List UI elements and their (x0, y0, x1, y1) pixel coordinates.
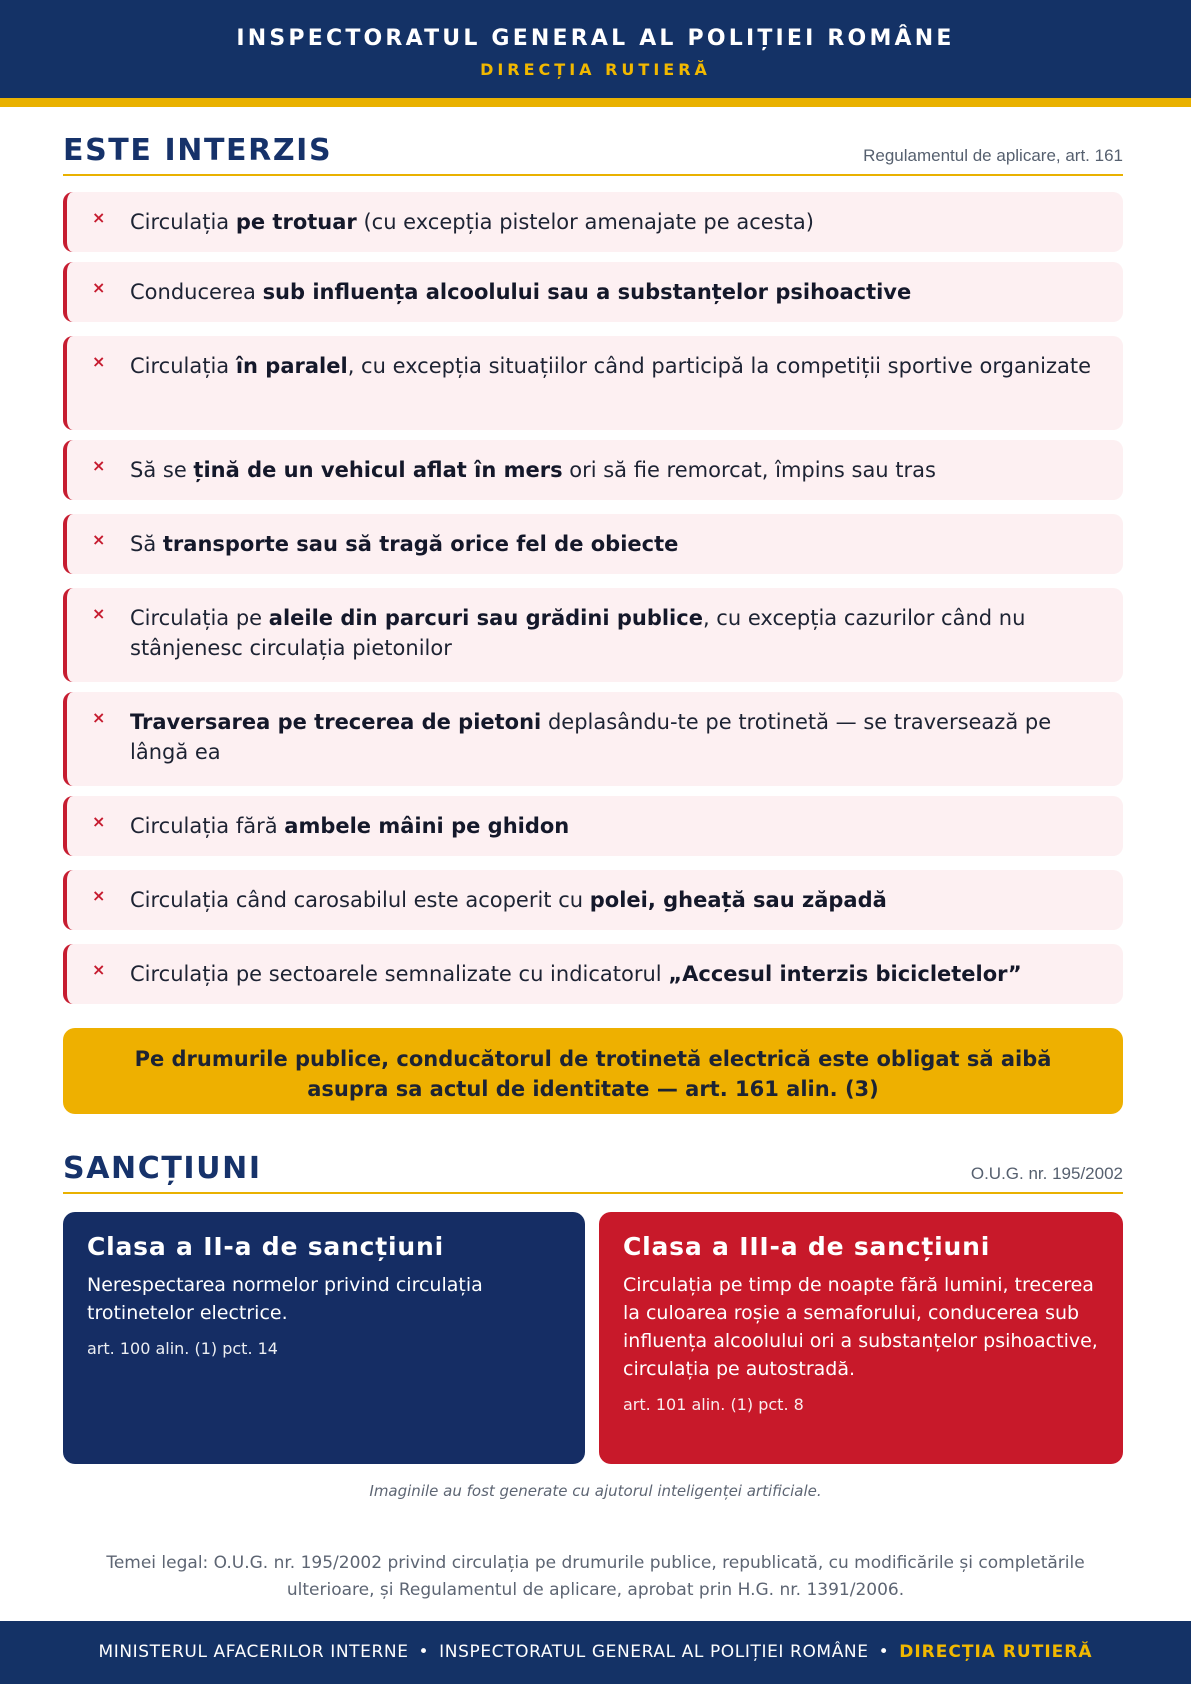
legal-basis (70, 1550, 1121, 1604)
cross-icon: × (92, 208, 106, 227)
plain-text: Să (130, 532, 163, 556)
cross-icon: × (92, 812, 106, 831)
prohibited-item-text (130, 351, 1093, 381)
header-subtitle: DIRECȚIA RUTIERĂ (480, 60, 711, 79)
legal-line-2: ulterioare, și Regulamentul de aplicare, aprobat prin H.G. nr. 1391/2006. (286, 1580, 905, 1600)
ai-disclaimer: Imaginile au fost generate cu ajutorul inteligenței artificiale. (369, 1482, 822, 1500)
prohibited-item (63, 514, 1123, 574)
prohibited-item (63, 692, 1123, 786)
emphasis-text: țină de un vehicul aflat în mers (193, 458, 563, 482)
plain-text: Circulația (130, 354, 236, 378)
prohibited-item (63, 588, 1123, 682)
prohibited-item (63, 192, 1123, 252)
prohibited-item (63, 944, 1123, 1004)
class-2-reference: art. 100 alin. (1) pct. 14 (87, 1339, 278, 1358)
plain-text: (cu excepția pistelor amenajate pe acesta) (356, 210, 814, 234)
cross-icon: × (92, 456, 106, 475)
plain-text: Circulația pe sectoarele semnalizate cu indicatorul (130, 962, 669, 986)
prohibited-item-text (130, 529, 1093, 559)
prohibited-item-text (130, 207, 1093, 237)
sanction-class-3-card (599, 1212, 1123, 1464)
plain-text: Conducerea (130, 280, 263, 304)
page-header (0, 0, 1191, 98)
prohibited-item (63, 262, 1123, 322)
plain-text: Circulația fără (130, 814, 285, 838)
cross-icon: × (92, 278, 106, 297)
sanction-class-2-card (63, 1212, 585, 1464)
emphasis-text: transporte sau să tragă orice fel de obiecte (162, 532, 679, 556)
emphasis-text: aleile din parcuri sau grădini publice (268, 606, 703, 630)
notice-line-1: Pe drumurile publice, conducătorul de trotinetă electrică este obligat să aibă (134, 1047, 1052, 1071)
prohibited-item (63, 870, 1123, 930)
prohibited-section-header (63, 120, 1123, 176)
notice-line-2: asupra sa actul de identitate — art. 161 alin. (3) (307, 1077, 879, 1101)
prohibited-item-text (130, 277, 1093, 307)
sanctions-reference: O.U.G. nr. 195/2002 (970, 1164, 1123, 1183)
emphasis-text: sub influența alcoolului sau a substanțelor psihoactive (262, 280, 912, 304)
page-footer (0, 1621, 1191, 1684)
sanctions-title: SANCȚIUNI (63, 1151, 262, 1186)
emphasis-text: în paralel (235, 354, 348, 378)
plain-text: ori să fie remorcat, împins sau tras (562, 458, 936, 482)
prohibited-item-text (130, 885, 1093, 915)
prohibited-item (63, 440, 1123, 500)
prohibited-reference: Regulamentul de aplicare, art. 161 (863, 146, 1123, 165)
prohibited-item-text (130, 707, 1093, 767)
cross-icon: × (92, 352, 106, 371)
prohibited-item-text (130, 959, 1093, 989)
header-accent-bar (0, 98, 1191, 107)
plain-text: , cu excepția cazurilor când nu stânjenesc circulația pietonilor (130, 606, 1026, 660)
cross-icon: × (92, 708, 106, 727)
prohibited-item-text (130, 603, 1093, 663)
plain-text: Să se (130, 458, 194, 482)
class-2-body: Nerespectarea normelor privind circulația trotinetelor electrice. (87, 1274, 483, 1324)
class-2-title: Clasa a II-a de sancțiuni (87, 1232, 444, 1261)
emphasis-text: ambele mâini pe ghidon (284, 814, 570, 838)
plain-text: Circulația (130, 210, 236, 234)
prohibited-item (63, 336, 1123, 430)
cross-icon: × (92, 960, 106, 979)
footer-separator: • (878, 1642, 890, 1662)
plain-text: Circulația pe (130, 606, 269, 630)
cross-icon: × (92, 886, 106, 905)
header-title: INSPECTORATUL GENERAL AL POLIȚIEI ROMÂNE (236, 26, 955, 51)
footer-directorate: DIRECȚIA RUTIERĂ (899, 1642, 1093, 1662)
footer-ministry: MINISTERUL AFACERILOR INTERNE (98, 1642, 409, 1662)
sanctions-section-header (63, 1140, 1123, 1194)
id-notice-banner (63, 1028, 1123, 1114)
class-3-title: Clasa a III-a de sancțiuni (623, 1232, 991, 1261)
plain-text: , cu excepția situațiilor când participă la competiții sportive organizate (347, 354, 1092, 378)
footer-inspectorate: INSPECTORATUL GENERAL AL POLIȚIEI ROMÂNE (439, 1642, 869, 1662)
plain-text: Circulația când carosabilul este acoperit cu (130, 888, 590, 912)
emphasis-text: „Accesul interzis bicicletelor” (668, 962, 1022, 986)
emphasis-text: Traversarea pe trecerea de pietoni (130, 710, 542, 734)
footer-separator: • (418, 1642, 430, 1662)
legal-line-1: Temei legal: O.U.G. nr. 195/2002 privind circulația pe drumurile publice, republicată, cu modificările și completările (106, 1553, 1085, 1573)
emphasis-text: polei, gheață sau zăpadă (589, 888, 887, 912)
prohibited-item-text (130, 455, 1093, 485)
cross-icon: × (92, 604, 106, 623)
prohibited-item (63, 796, 1123, 856)
class-3-body: Circulația pe timp de noapte fără lumini, trecerea la culoarea roșie a semaforului, conducerea sub influența alcoolului ori a substanțelor psihoactive, circulația pe autostradă. (623, 1274, 1098, 1380)
class-3-reference: art. 101 alin. (1) pct. 8 (623, 1395, 804, 1414)
cross-icon: × (92, 530, 106, 549)
emphasis-text: pe trotuar (235, 210, 357, 234)
prohibited-title: ESTE INTERZIS (63, 133, 333, 168)
plain-text: deplasându-te pe trotinetă — se traversează pe lângă ea (130, 710, 1052, 764)
prohibited-item-text (130, 811, 1093, 841)
